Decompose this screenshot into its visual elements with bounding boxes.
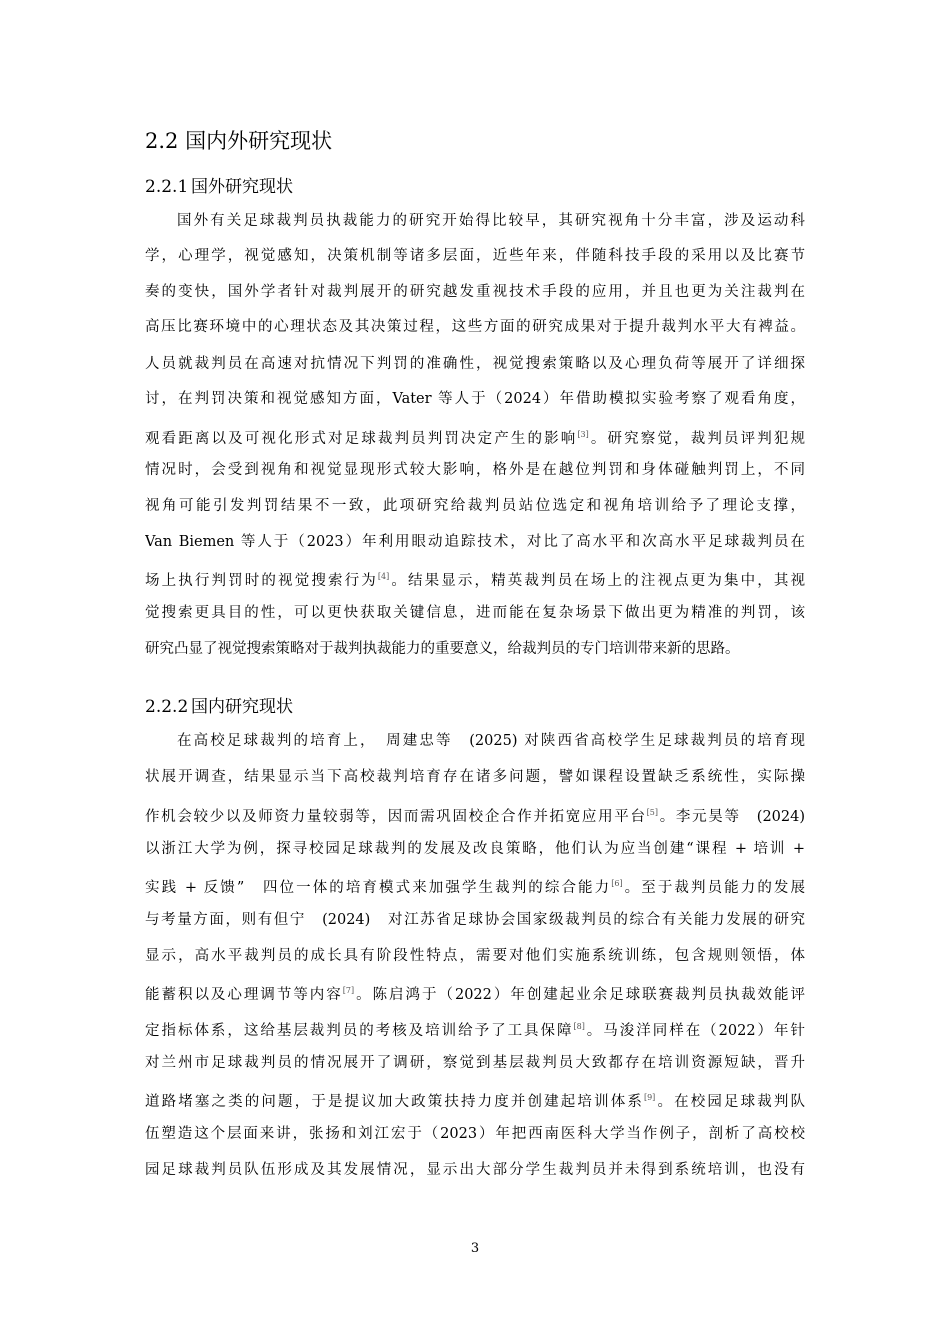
paragraph-line: 定指标体系，这给基层裁判员的考核及培训给予了工具保障[8]。马浚洋同样在（2022）年针 bbox=[145, 1022, 805, 1039]
paragraph-line: 觉搜索更具目的性，可以更快获取关键信息，进而能在复杂场景下做出更为精准的判罚，该 bbox=[145, 605, 805, 621]
paragraph-line: 视角可能引发判罚结果不一致，此项研究给裁判员站位选定和视角培训给予了理论支撑， bbox=[145, 498, 805, 514]
text-segment: 能蓄积以及心理调节等内容 bbox=[145, 987, 343, 1003]
paragraph-line: 园足球裁判员队伍形成及其发展情况，显示出大部分学生裁判员并未得到系统培训，也没有 bbox=[145, 1162, 805, 1178]
paragraph-line: 国外有关足球裁判员执裁能力的研究开始得比较早，其研究视角十分丰富，涉及运动科 bbox=[177, 213, 805, 229]
paragraph-line: 与考量方面，则有但宁 (2024) 对江苏省足球协会国家级裁判员的综合有关能力发展的研究 bbox=[145, 912, 805, 928]
text-segment: 在校园足球裁判队 bbox=[674, 1094, 805, 1110]
text-segment: 至于裁判员能力的发展 bbox=[641, 880, 805, 896]
text-segment: 马浚洋同样在（2022）年针 bbox=[603, 1023, 805, 1039]
text-segment: 结果显示，精英裁判员在场上的注视点更为集中，其视 bbox=[407, 573, 805, 589]
paragraph-line: 学，心理学，视觉感知，决策机制等诸多层面，近些年来，伴随科技手段的采用以及比赛节 bbox=[145, 248, 805, 264]
citation-ref: [3] bbox=[577, 430, 589, 439]
text-segment: 观看距离以及可视化形式对足球裁判员判罚决定产生的影响 bbox=[145, 431, 578, 447]
page-number: 3 bbox=[470, 1241, 480, 1256]
text-segment: 定指标体系，这给基层裁判员的考核及培训给予了工具保障 bbox=[145, 1023, 574, 1039]
paragraph-line: 人员就裁判员在高速对抗情况下判罚的准确性，视觉搜索策略以及心理负荷等展开了详细探 bbox=[145, 356, 805, 372]
paragraph-line: 能蓄积以及心理调节等内容[7]。陈启鸿于（2022）年创建起业余足球联赛裁判员执裁效能评 bbox=[145, 986, 805, 1003]
text-segment: 实践 + 反馈” 四位一体的培育模式来加强学生裁判的综合能力 bbox=[145, 880, 612, 896]
citation-ref: [8] bbox=[573, 1022, 585, 1031]
citation-ref: [4] bbox=[377, 572, 390, 581]
text-segment: 李元昊等 (2024) bbox=[675, 809, 805, 825]
citation-ref: [5] bbox=[646, 808, 659, 817]
text-segment: 陈启鸿于（2022）年创建起业余足球联赛裁判员执裁效能评 bbox=[372, 987, 805, 1003]
text-segment: 作机会较少以及师资力量较弱等，因而需巩固校企合作并拓宽应用平台 bbox=[145, 809, 647, 825]
paragraph-line: 研究凸显了视觉搜索策略对于裁判执裁能力的重要意义，给裁判员的专门培训带来新的思路。 bbox=[145, 641, 740, 657]
paragraph-line: 情况时，会受到视角和视觉显现形式较大影响，格外是在越位判罚和身体碰触判罚上，不同 bbox=[145, 462, 805, 478]
subsection-heading-foreign bbox=[145, 175, 293, 199]
citation-ref: [9] bbox=[643, 1093, 656, 1102]
paragraph-line: 场上执行判罚时的视觉搜索行为[4]。结果显示，精英裁判员在场上的注视点更为集中，其视 bbox=[145, 572, 805, 589]
subsection-number: 2.2.2 bbox=[145, 697, 189, 717]
paragraph-line: 状展开调查，结果显示当下高校裁判培育存在诸多问题，譬如课程设置缺乏系统性，实际操 bbox=[145, 769, 805, 785]
paragraph-line: 观看距离以及可视化形式对足球裁判员判罚决定产生的影响[3]。研究察觉，裁判员评判犯规 bbox=[145, 430, 805, 447]
paragraph-line: 奏的变快，国外学者针对裁判展开的研究越发重视技术手段的应用，并且也更为关注裁判在 bbox=[145, 284, 805, 300]
paragraph-line: 实践 + 反馈” 四位一体的培育模式来加强学生裁判的综合能力[6]。至于裁判员能力的发展 bbox=[145, 879, 805, 896]
paragraph-line: 高压比赛环境中的心理状态及其决策过程，这些方面的研究成果对于提升裁判水平大有裨益。 bbox=[145, 319, 805, 335]
subsection-heading-domestic bbox=[145, 695, 293, 719]
paragraph-line: 作机会较少以及师资力量较弱等，因而需巩固校企合作并拓宽应用平台[5]。李元昊等 (2024) bbox=[145, 808, 805, 825]
citation-ref: [6] bbox=[611, 879, 623, 888]
paragraph-line: 伍塑造这个层面来讲，张扬和刘江宏于（2023）年把西南医科大学当作例子，剖析了高校校 bbox=[145, 1126, 805, 1142]
subsection-title: 国内研究现状 bbox=[191, 697, 293, 717]
paragraph-line: 显示，高水平裁判员的成长具有阶段性特点，需要对他们实施系统训练，包含规则领悟，体 bbox=[145, 948, 805, 964]
text-segment: 场上执行判罚时的视觉搜索行为 bbox=[145, 573, 378, 589]
paragraph-line: 对兰州市足球裁判员的情况展开了调研，察觉到基层裁判员大致都存在培训资源短缺，晋升 bbox=[145, 1055, 805, 1071]
subsection-title: 国外研究现状 bbox=[191, 177, 293, 197]
paragraph-line: Van Biemen 等人于（2023）年利用眼动追踪技术，对比了高水平和次高水平足球裁判员在 bbox=[145, 534, 805, 550]
section-heading: 2.2 国内外研究现状 bbox=[145, 129, 333, 153]
paragraph-line: 以浙江大学为例，探寻校园足球裁判的发展及改良策略，他们认为应当创建“课程 + 培训 + bbox=[145, 841, 805, 857]
text-segment: 道路堵塞之类的问题，于是提议加大政策扶持力度并创建起培训体系 bbox=[145, 1094, 644, 1110]
paragraph-line: 道路堵塞之类的问题，于是提议加大政策扶持力度并创建起培训体系[9]。在校园足球裁判队 bbox=[145, 1093, 805, 1110]
citation-ref: [7] bbox=[342, 986, 355, 995]
subsection-number: 2.2.1 bbox=[145, 177, 189, 197]
paragraph-line: 讨，在判罚决策和视觉感知方面，Vater 等人于（2024）年借助模拟实验考察了观看角度， bbox=[145, 391, 805, 407]
paragraph-line: 在高校足球裁判的培育上， 周建忠等 (2025) 对陕西省高校学生足球裁判员的培育现 bbox=[177, 733, 805, 749]
text-segment: 研究察觉，裁判员评判犯规 bbox=[607, 431, 805, 447]
